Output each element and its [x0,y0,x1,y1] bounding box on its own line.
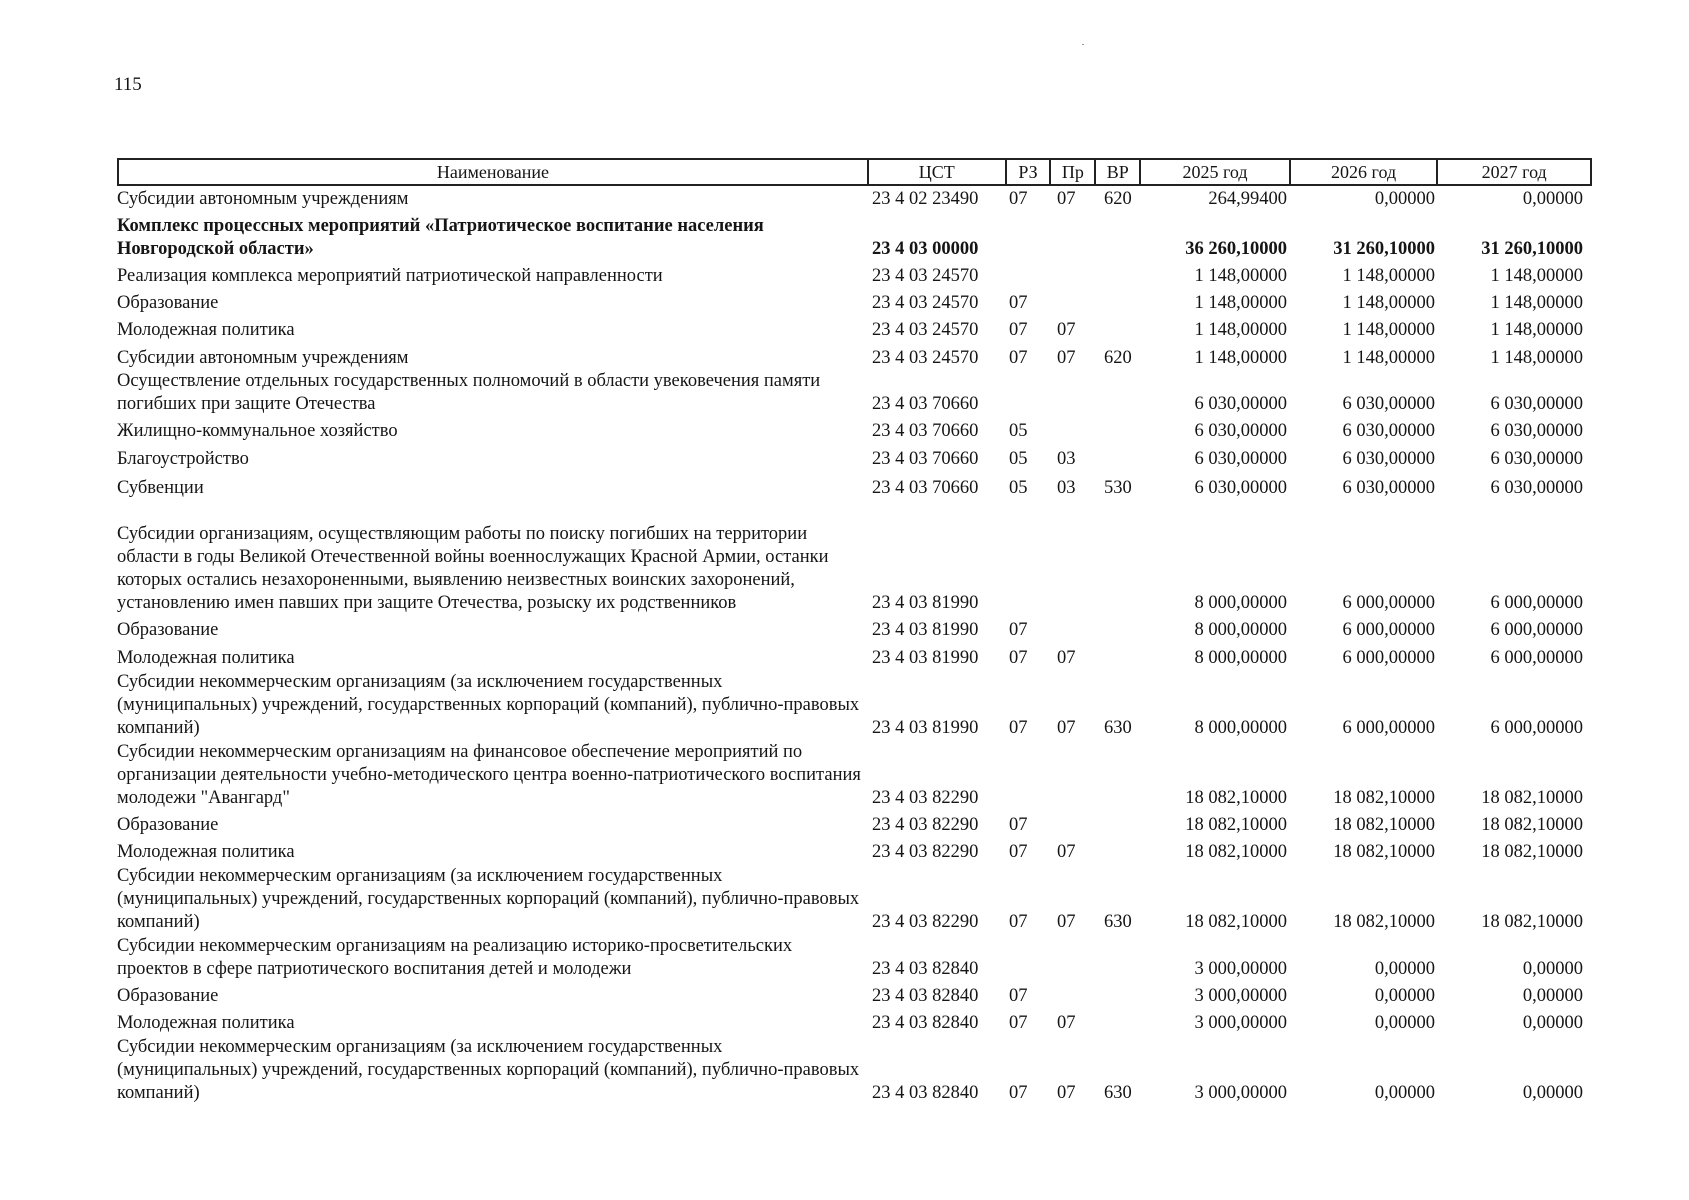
row-pr: 07 [1057,648,1076,668]
table-row [117,477,1592,500]
row-2025: 6 030,00000 [1194,449,1287,469]
row-pr: 07 [1057,348,1076,368]
row-name: Благоустройство [117,449,249,469]
row-2027: 6 030,00000 [1490,421,1583,441]
table-row [117,741,1592,810]
row-2026: 1 148,00000 [1342,293,1435,313]
row-2026: 0,00000 [1374,1013,1435,1033]
row-name: Молодежная политика [117,320,295,340]
row-2027: 18 082,10000 [1481,788,1583,808]
table-row [117,619,1592,642]
table-row [117,370,1592,416]
row-name: Субсидии некоммерческим организациям на финансовое обеспечение мероприятий по организации деятельности учебно-методического центра военно-патриотического воспитания молодежи "Авангард" [117,742,861,808]
row-2025: 8 000,00000 [1194,718,1287,738]
row-name: Образование [117,986,219,1006]
row-2026: 18 082,10000 [1333,912,1435,932]
row-2027: 6 000,00000 [1490,620,1583,640]
row-name: Субсидии некоммерческим организациям (за исключением государственных (муниципальных) учреждений, государственных корпораций (компаний), публично-правовых компаний) [117,672,860,738]
row-rz: 07 [1009,293,1028,313]
row-2026: 1 148,00000 [1342,266,1435,286]
row-2026: 18 082,10000 [1333,815,1435,835]
row-2027: 6 030,00000 [1490,394,1583,414]
row-2027: 18 082,10000 [1481,842,1583,862]
row-2026: 6 000,00000 [1342,718,1435,738]
row-2026: 1 148,00000 [1342,348,1435,368]
row-vr: 530 [1104,478,1132,498]
header-csr: ЦСТ [867,160,1005,184]
row-rz: 05 [1009,449,1028,469]
table-row [117,347,1592,370]
row-name: Молодежная политика [117,842,295,862]
header-2027: 2027 год [1436,160,1590,184]
row-2025: 8 000,00000 [1194,620,1287,640]
row-name: Осуществление отдельных государственных полномочий в области увековечения памяти погибших при защите Отечества [117,371,821,414]
row-name: Реализация комплекса мероприятий патриотической направленности [117,266,663,286]
row-csr: 23 4 03 00000 [872,239,979,259]
header-rz: РЗ [1005,160,1050,184]
row-csr: 23 4 03 82290 [872,842,979,862]
row-2025: 1 148,00000 [1194,266,1287,286]
table-row [117,1036,1592,1105]
row-2025: 36 260,10000 [1185,239,1287,259]
row-2027: 1 148,00000 [1490,293,1583,313]
row-name: Образование [117,620,219,640]
row-name: Субсидии некоммерческим организациям (за исключением государственных (муниципальных) учреждений, государственных корпораций (компаний), публично-правовых компаний) [117,866,860,932]
header-2025: 2025 год [1139,160,1289,184]
row-pr: 07 [1057,718,1076,738]
row-2026: 6 000,00000 [1342,593,1435,613]
row-csr: 23 4 03 81990 [872,648,979,668]
table-row [117,448,1592,471]
row-name: Субсидии некоммерческим организациям (за исключением государственных (муниципальных) учреждений, государственных корпораций (компаний), публично-правовых компаний) [117,1037,860,1103]
row-csr: 23 4 03 24570 [872,348,979,368]
table-row [117,319,1592,342]
row-csr: 23 4 03 24570 [872,266,979,286]
table-row [117,188,1592,211]
row-rz: 05 [1009,478,1028,498]
row-2025: 1 148,00000 [1194,348,1287,368]
row-name: Образование [117,293,219,313]
row-2025: 6 030,00000 [1194,478,1287,498]
row-2026: 0,00000 [1374,959,1435,979]
row-csr: 23 4 03 82290 [872,912,979,932]
table-row [117,500,1592,615]
row-2026: 6 030,00000 [1342,421,1435,441]
header-pr: Пр [1049,160,1094,184]
row-2026: 6 000,00000 [1342,648,1435,668]
table-row [117,841,1592,864]
scan-speck [1082,44,1084,45]
row-rz: 07 [1009,648,1028,668]
row-2027: 1 148,00000 [1490,348,1583,368]
row-name: Молодежная политика [117,1013,295,1033]
row-2027: 6 000,00000 [1490,718,1583,738]
row-2026: 0,00000 [1374,189,1435,209]
row-2025: 3 000,00000 [1194,1083,1287,1103]
row-name: Молодежная политика [117,648,295,668]
row-2025: 18 082,10000 [1185,842,1287,862]
row-csr: 23 4 03 70660 [872,394,979,414]
row-csr: 23 4 03 70660 [872,449,979,469]
table-header [117,158,1592,186]
table-row [117,1012,1592,1035]
row-2025: 8 000,00000 [1194,593,1287,613]
row-rz: 07 [1009,320,1028,340]
row-2025: 3 000,00000 [1194,959,1287,979]
row-2025: 18 082,10000 [1185,788,1287,808]
row-name: Субсидии автономным учреждениям [117,189,409,209]
row-2026: 0,00000 [1374,1083,1435,1103]
row-2026: 1 148,00000 [1342,320,1435,340]
row-2025: 1 148,00000 [1194,320,1287,340]
row-pr: 07 [1057,1013,1076,1033]
row-rz: 07 [1009,718,1028,738]
row-csr: 23 4 03 82840 [872,959,979,979]
table-row [117,865,1592,934]
header-name: Наименование [436,161,550,182]
row-rz: 07 [1009,986,1028,1006]
table-row [117,671,1592,740]
row-rz: 07 [1009,815,1028,835]
row-pr: 03 [1057,478,1076,498]
row-2027: 6 000,00000 [1490,648,1583,668]
row-csr: 23 4 03 70660 [872,478,979,498]
row-vr: 630 [1104,718,1132,738]
row-2027: 1 148,00000 [1490,266,1583,286]
row-2025: 8 000,00000 [1194,648,1287,668]
row-2025: 6 030,00000 [1194,394,1287,414]
table-row [117,935,1592,981]
row-pr: 07 [1057,1083,1076,1103]
row-csr: 23 4 03 24570 [872,293,979,313]
header-vr: ВР [1094,160,1139,184]
row-csr: 23 4 03 81990 [872,593,979,613]
header-2026: 2026 год [1289,160,1437,184]
row-2025: 1 148,00000 [1194,293,1287,313]
row-rz: 07 [1009,189,1028,209]
row-csr: 23 4 03 24570 [872,320,979,340]
row-2027: 6 000,00000 [1490,593,1583,613]
row-csr: 23 4 03 82840 [872,1083,979,1103]
table-row [117,420,1592,443]
row-rz: 07 [1009,348,1028,368]
row-2027: 0,00000 [1522,1013,1583,1033]
row-2027: 31 260,10000 [1481,239,1583,259]
row-pr: 07 [1057,842,1076,862]
row-2027: 0,00000 [1522,959,1583,979]
row-2027: 1 148,00000 [1490,320,1583,340]
row-vr: 630 [1104,1083,1132,1103]
row-name: Образование [117,815,219,835]
row-2027: 6 030,00000 [1490,478,1583,498]
row-2026: 0,00000 [1374,986,1435,1006]
row-name: Субсидии автономным учреждениям [117,348,409,368]
row-2026: 31 260,10000 [1333,239,1435,259]
row-csr: 23 4 03 81990 [872,620,979,640]
row-csr: 23 4 03 82290 [872,815,979,835]
table-row [117,985,1592,1008]
row-2025: 3 000,00000 [1194,986,1287,1006]
row-2025: 264,99400 [1208,189,1287,209]
row-pr: 07 [1057,320,1076,340]
row-pr: 03 [1057,449,1076,469]
row-pr: 07 [1057,912,1076,932]
row-2026: 6 030,00000 [1342,478,1435,498]
row-name: Субвенции [117,478,204,498]
row-2025: 18 082,10000 [1185,912,1287,932]
row-csr: 23 4 03 81990 [872,718,979,738]
table-row [117,292,1592,315]
row-name: Комплекс процессных мероприятий «Патриотическое воспитание населения Новгородской области» [117,216,764,259]
row-name: Субсидии некоммерческим организациям на реализацию историко-просветительских проектов в сфере патриотического воспитания детей и молодежи [117,936,793,979]
row-2025: 6 030,00000 [1194,421,1287,441]
row-2026: 18 082,10000 [1333,842,1435,862]
row-2027: 6 030,00000 [1490,449,1583,469]
row-2027: 0,00000 [1522,189,1583,209]
row-csr: 23 4 03 82840 [872,1013,979,1033]
row-csr: 23 4 02 23490 [872,189,979,209]
table-row [117,215,1592,261]
row-rz: 05 [1009,421,1028,441]
table-row [117,265,1592,288]
table-row [117,647,1592,670]
row-2026: 6 000,00000 [1342,620,1435,640]
row-2025: 3 000,00000 [1194,1013,1287,1033]
row-pr: 07 [1057,189,1076,209]
row-2026: 6 030,00000 [1342,394,1435,414]
row-rz: 07 [1009,842,1028,862]
row-vr: 620 [1104,189,1132,209]
row-vr: 620 [1104,348,1132,368]
row-vr: 630 [1104,912,1132,932]
row-2026: 6 030,00000 [1342,449,1435,469]
row-csr: 23 4 03 70660 [872,421,979,441]
row-csr: 23 4 03 82290 [872,788,979,808]
row-2027: 18 082,10000 [1481,912,1583,932]
row-2027: 0,00000 [1522,1083,1583,1103]
row-rz: 07 [1009,1083,1028,1103]
row-2027: 0,00000 [1522,986,1583,1006]
row-2026: 18 082,10000 [1333,788,1435,808]
row-name: Субсидии организациям, осуществляющим работы по поиску погибших на территории области в годы Великой Отечественной войны военнослужащих Красной Армии, останки которых остались незахороненными, выявлению неизвестных воинских захоронений, установлению имен павших при защите Отечества, розыску их родственников [117,524,829,613]
row-rz: 07 [1009,620,1028,640]
row-2027: 18 082,10000 [1481,815,1583,835]
row-rz: 07 [1009,912,1028,932]
table-row [117,814,1592,837]
page-number: 115 [114,74,142,95]
row-2025: 18 082,10000 [1185,815,1287,835]
row-rz: 07 [1009,1013,1028,1033]
row-name: Жилищно-коммунальное хозяйство [117,421,398,441]
row-csr: 23 4 03 82840 [872,986,979,1006]
